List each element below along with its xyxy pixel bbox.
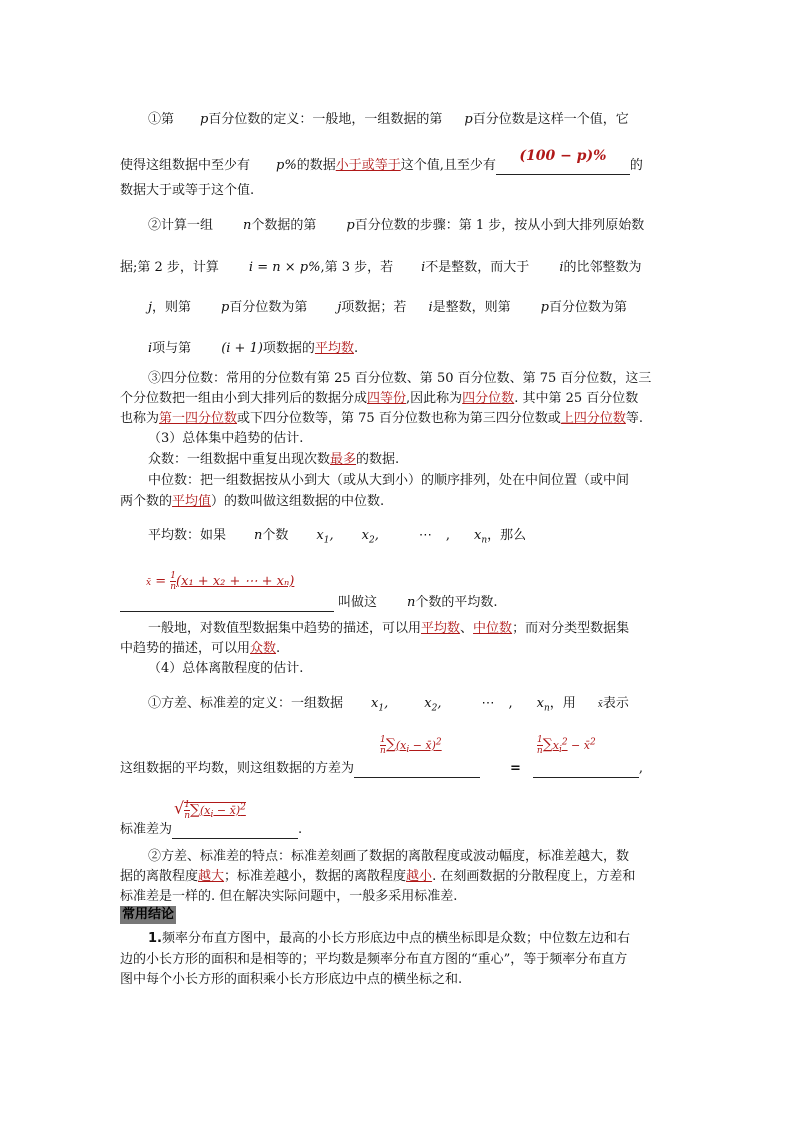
concl-line3: 图中每个小长方形的面积乘小长方形底边中点的横坐标之和. <box>120 972 463 987</box>
p3-line3: 也称为第一四分位数或下四分位数等，第 75 百分位数也称为第三四分位数或上四分位数等. <box>120 411 643 426</box>
stddev-blank: √ $\frac{1}{n}\sum(x_i$ − x̄)$^2$ <box>172 820 298 839</box>
p3-line1: ③四分位数：常用的分位数有第 25 百分位数、第 50 百分位数、第 75 百分位数，这三 <box>148 371 652 386</box>
mean-line2: x̄ = $\frac{1}{n}(x_1 + x_2$ + ⋯ + xₙ) 叫做这 n个数的平均数. <box>120 593 498 612</box>
section-3-title: （3）总体集中趋势的估计. <box>148 431 304 446</box>
feat-line1: ②方差、标准差的特点：标准差刻画了数据的离散程度或波动幅度，标准差越大，数 <box>148 849 630 864</box>
mean-line1: 平均数：如果 n个数 $x_1$, $x_2$, ⋯ , $x_n$，那么 <box>148 528 527 546</box>
var-line3: 标准差为 √ $\frac{1}{n}\sum(x_i$ − x̄)$^2$ . <box>120 798 303 837</box>
p2-line4: i项与第 (i + 1)项数据的平均数. <box>148 341 359 356</box>
p1-line2: 使得这组数据中至少有 p%的数据小于或等于这个值,且至少有(100 − p)%的 <box>120 148 643 173</box>
p2-line2: 据;第 2 步，计算 i = n × p%,第 3 步，若 i不是整数，而大于 i的比邻整数为 <box>120 260 642 275</box>
p1-line1: ①第 p百分位数的定义：一般地，一组数据的第 p百分位数是这样一个值，它 <box>148 112 629 127</box>
variance-blank-1: $\frac{1}{n}\sum(x_i$ − x̄)$^2$ <box>354 759 480 778</box>
median-line2: 两个数的平均值）的数叫做这组数据的中位数. <box>120 494 385 509</box>
p2-line1: ②计算一组 n个数据的第 p百分位数的步骤：第 1 步，按从小到大排列原始数 <box>148 218 645 233</box>
p1-line3: 数据大于或等于这个值. <box>120 183 255 198</box>
mode-def: 众数：一组数据中重复出现次数最多的数据. <box>148 452 400 467</box>
var-line1: ①方差、标准差的定义：一组数据 $x_1$, $x_2$, ⋯ , $x_n$，用 x̄表示 <box>148 696 629 714</box>
median-line1: 中位数：把一组数据按从小到大（或从大到小）的顺序排列，处在中间位置（或中间 <box>148 473 630 488</box>
p3-line2: 个分位数把一组由小到大排列后的数据分成四等份,因此称为四分位数. 其中第 25 百分位数 <box>120 391 639 406</box>
concl-line2: 边的小长方形的面积和是相等的；平均数是频率分布直方图的“重心”，等于频率分布直方 <box>120 952 628 967</box>
blank-100-minus-p: (100 − p)% <box>496 155 630 175</box>
variance-blank-2: $\frac{1}{n}\sum x_i^2$ − x̄$^2$ <box>533 759 639 778</box>
var-line2: 这组数据的平均数，则这组数据的方差为 $\frac{1}{n}\sum(x_i$ − x̄)$^2$ = $\frac{1}{n}\sum x_i^2$ − x̄$^2$ , <box>120 734 644 776</box>
mean-formula-blank: x̄ = $\frac{1}{n}(x_1 + x_2$ + ⋯ + xₙ) <box>120 593 334 612</box>
p2-line3: j，则第 p百分位数为第 j项数据；若 i是整数，则第 p百分位数为第 <box>148 300 627 315</box>
common-conclusions-header: 常用结论 <box>122 907 175 922</box>
general-line2: 中趋势的描述，可以用众数. <box>120 641 281 656</box>
feat-line2: 据的离散程度越大；标准差越小，数据的离散程度越小. 在刻画数据的分散程度上，方差和 <box>120 869 636 884</box>
general-line1: 一般地，对数值型数据集中趋势的描述，可以用平均数、中位数；而对分类型数据集 <box>148 621 630 636</box>
feat-line3: 标准差是一样的. 但在解决实际问题中，一般多采用标准差. <box>120 889 458 904</box>
section-4-title: （4）总体离散程度的估计. <box>148 661 304 676</box>
concl-line1: 1.频率分布直方图中，最高的小长方形底边中点的横坐标即是众数；中位数左边和右 <box>148 931 630 946</box>
